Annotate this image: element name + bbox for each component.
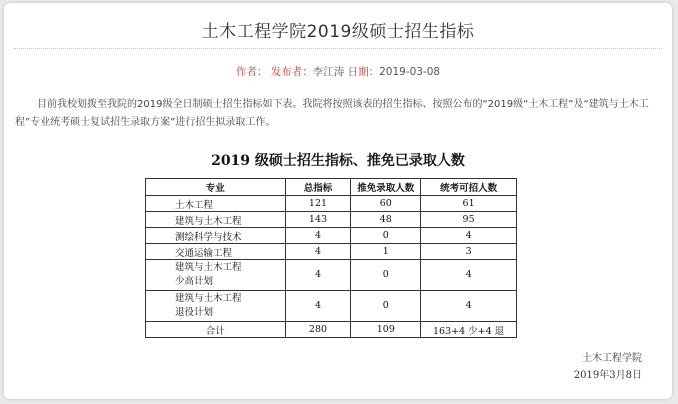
- signature-date: 2019年3月8日: [573, 370, 642, 381]
- table-row: [146, 260, 517, 291]
- recommended-cell: 0: [351, 228, 421, 244]
- table-row: [146, 196, 517, 212]
- table-row: [146, 228, 517, 244]
- exam-cell: 4: [421, 228, 517, 244]
- recommended-cell: 1: [351, 244, 421, 260]
- total-cell: 121: [285, 196, 351, 212]
- header-major: 专业: [146, 179, 286, 196]
- major-cell: [146, 228, 286, 244]
- major-line: 土木工程: [175, 199, 214, 211]
- table-title: 2019 级硕士招生指标、推免已录取人数: [211, 153, 465, 169]
- exam-cell: 4: [421, 260, 517, 291]
- total-cell: 4: [285, 244, 351, 260]
- major-cell: [146, 244, 286, 260]
- total-cell: 4: [285, 291, 351, 322]
- recommended-cell: 60: [351, 196, 421, 212]
- table-row: [146, 244, 517, 260]
- article-meta: [4, 64, 672, 79]
- publish-date: 2019-03-08: [379, 66, 441, 78]
- header-recommended: 推免录取人数: [351, 179, 421, 196]
- signature-org: 土木工程学院: [582, 353, 642, 364]
- recommended-cell: 0: [351, 260, 421, 291]
- header-total: 总指标: [285, 179, 351, 196]
- recommended-cell: 48: [351, 212, 421, 228]
- publisher-name: 李江涛: [312, 66, 345, 78]
- exam-cell: 163+4 少+4 退: [421, 322, 517, 338]
- table-row: [146, 212, 517, 228]
- title-divider: [14, 48, 662, 49]
- article-title: 土木工程学院2019级硕士招生指标: [201, 22, 475, 42]
- major-cell: [146, 212, 286, 228]
- table-header-row: [146, 179, 517, 196]
- major-plan-line: 退役计划: [175, 307, 214, 318]
- major-line: 建筑与土木工程: [175, 215, 242, 227]
- major-line: 测绘科学与技术: [175, 231, 242, 243]
- major-line: 交通运输工程: [175, 247, 233, 259]
- total-cell: 143: [285, 212, 351, 228]
- quota-table: [145, 178, 517, 338]
- author-label: 作者：: [235, 66, 268, 78]
- table-total-row: [146, 322, 517, 338]
- exam-cell: 61: [421, 196, 517, 212]
- major-cell: [146, 291, 286, 322]
- total-label-cell: 合计: [146, 322, 286, 338]
- total-cell: 280: [285, 322, 351, 338]
- major-cell: [146, 196, 286, 212]
- total-cell: 4: [285, 260, 351, 291]
- recommended-cell: 0: [351, 291, 421, 322]
- exam-cell: 4: [421, 291, 517, 322]
- exam-cell: 3: [421, 244, 517, 260]
- header-exam: 统考可招人数: [421, 179, 517, 196]
- table-row: [146, 291, 517, 322]
- major-line: 建筑与土木工程: [175, 293, 242, 304]
- exam-cell: 95: [421, 212, 517, 228]
- recommended-cell: 109: [351, 322, 421, 338]
- major-cell: [146, 260, 286, 291]
- article-card: [4, 3, 672, 399]
- total-cell: 4: [285, 228, 351, 244]
- major-plan-line: 少高计划: [175, 276, 214, 287]
- publisher-label: 发布者：: [270, 66, 313, 78]
- intro-paragraph: 目前我校划拨至我院的2019级全日制硕士招生指标如下表。我院将按照该表的招生指标、按照公布的“2019级“土木工程”及“建筑与土木工程”专业统考硕士复试招生录取方案”进行招生拟录取工作。: [15, 99, 649, 128]
- major-line: 建筑与土木工程: [175, 262, 242, 273]
- date-label: 日期：: [347, 66, 380, 78]
